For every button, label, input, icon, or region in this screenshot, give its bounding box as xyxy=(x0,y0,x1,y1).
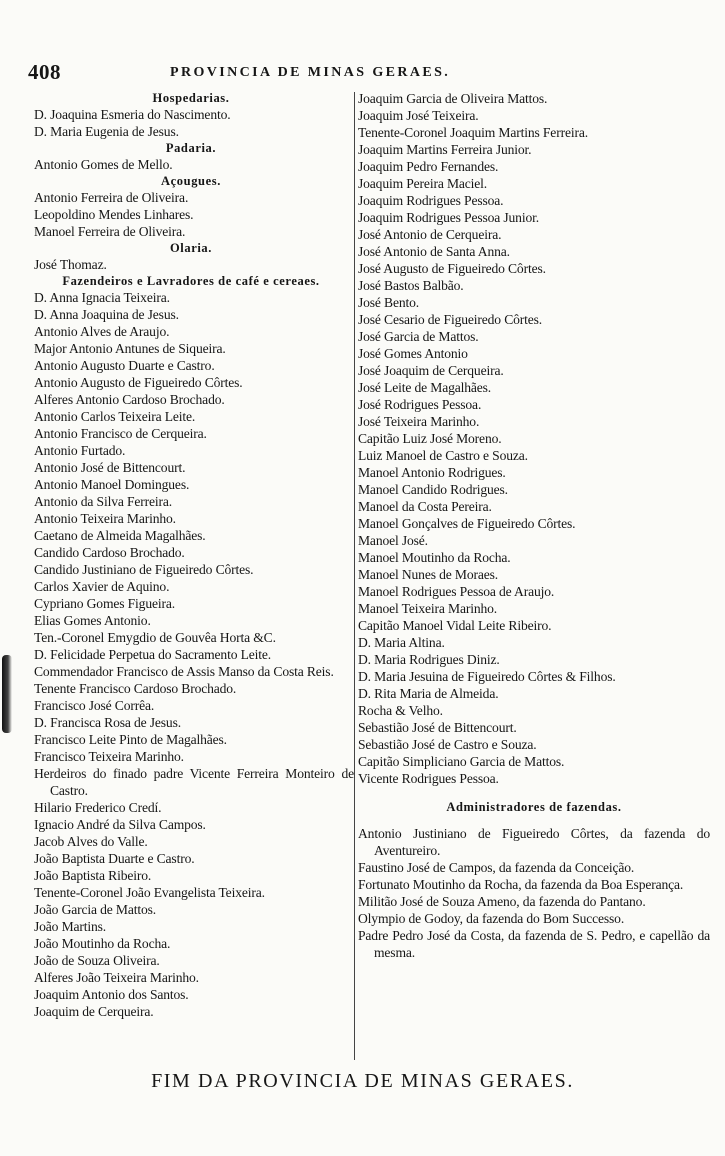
left-column xyxy=(28,90,354,1020)
list-entry: Antonio José de Bittencourt. xyxy=(34,460,186,475)
list-entry: Joaquim Antonio dos Santos. xyxy=(34,987,189,1002)
list-entry: João de Souza Oliveira. xyxy=(34,953,160,968)
section-heading: Fazendeiros e Lavradores de café e cereaes. xyxy=(62,274,320,288)
list-entry: Francisco Teixeira Marinho. xyxy=(34,749,184,764)
list-entry: Manoel Candido Rodrigues. xyxy=(358,482,508,497)
list-entry: Antonio Manoel Domingues. xyxy=(34,477,190,492)
list-entry: Joaquim Garcia de Oliveira Mattos. xyxy=(358,91,548,106)
list-entry: Carlos Xavier de Aquino. xyxy=(34,579,170,594)
list-entry: Manoel Moutinho da Rocha. xyxy=(358,550,511,565)
list-entry: Herdeiros do finado padre Vicente Ferreira Monteiro de Castro. xyxy=(34,766,354,798)
list-entry: José Cesario de Figueiredo Côrtes. xyxy=(358,312,543,327)
list-entry: Antonio Ferreira de Oliveira. xyxy=(34,190,189,205)
list-entry: João Martins. xyxy=(34,919,107,934)
list-entry: João Garcia de Mattos. xyxy=(34,902,157,917)
list-entry: Candido Cardoso Brochado. xyxy=(34,545,185,560)
list-entry: Luiz Manoel de Castro e Souza. xyxy=(358,448,528,463)
list-entry: Tenente-Coronel Joaquim Martins Ferreira. xyxy=(358,125,588,140)
list-entry: Cypriano Gomes Figueira. xyxy=(34,596,175,611)
list-entry: Caetano de Almeida Magalhães. xyxy=(34,528,206,543)
list-entry: Antonio da Silva Ferreira. xyxy=(34,494,173,509)
list-entry: Sebastião José de Castro e Souza. xyxy=(358,737,537,752)
list-entry: Joaquim Pereira Maciel. xyxy=(358,176,488,191)
list-entry: D. Felicidade Perpetua do Sacramento Leite. xyxy=(34,647,272,662)
list-entry: Alferes João Teixeira Marinho. xyxy=(34,970,199,985)
list-entry: Leopoldino Mendes Linhares. xyxy=(34,207,194,222)
list-entry: D. Maria Jesuina de Figueiredo Côrtes & Filhos. xyxy=(358,669,616,684)
list-entry: Manoel Antonio Rodrigues. xyxy=(358,465,506,480)
list-entry: José Antonio de Santa Anna. xyxy=(358,244,510,259)
list-entry: Capitão Manoel Vidal Leite Ribeiro. xyxy=(358,618,552,633)
list-entry: José Teixeira Marinho. xyxy=(358,414,480,429)
list-entry: D. Francisca Rosa de Jesus. xyxy=(34,715,181,730)
list-entry: Manoel Gonçalves de Figueiredo Côrtes. xyxy=(358,516,576,531)
list-entry: Fortunato Moutinho da Rocha, da fazenda da Boa Esperança. xyxy=(358,877,684,892)
right-column xyxy=(358,90,710,961)
section-heading: Açougues. xyxy=(161,174,221,188)
list-entry: José Joaquim de Cerqueira. xyxy=(358,363,504,378)
list-entry: Antonio Teixeira Marinho. xyxy=(34,511,176,526)
list-entry: Joaquim de Cerqueira. xyxy=(34,1004,154,1019)
list-entry: Antonio Alves de Araujo. xyxy=(34,324,170,339)
list-entry: Francisco Leite Pinto de Magalhães. xyxy=(34,732,227,747)
list-entry: José Thomaz. xyxy=(34,257,107,272)
list-entry: Antonio Justiniano de Figueiredo Côrtes, da fazenda do Aventureiro. xyxy=(358,826,710,858)
list-entry: Rocha & Velho. xyxy=(358,703,443,718)
list-entry: Antonio Augusto de Figueiredo Côrtes. xyxy=(34,375,243,390)
list-entry: Major Antonio Antunes de Siqueira. xyxy=(34,341,226,356)
list-entry: Jacob Alves do Valle. xyxy=(34,834,148,849)
list-entry: Antonio Carlos Teixeira Leite. xyxy=(34,409,196,424)
list-entry: Militão José de Souza Ameno, da fazenda do Pantano. xyxy=(358,894,646,909)
list-entry: José Leite de Magalhães. xyxy=(358,380,492,395)
list-entry: José Bento. xyxy=(358,295,420,310)
list-entry: João Baptista Duarte e Castro. xyxy=(34,851,195,866)
section-heading: Olaria. xyxy=(169,241,213,255)
list-entry: Manoel da Costa Pereira. xyxy=(358,499,492,514)
list-entry: Francisco José Corrêa. xyxy=(34,698,155,713)
list-entry: D. Rita Maria de Almeida. xyxy=(358,686,499,701)
list-entry: Sebastião José de Bittencourt. xyxy=(358,720,517,735)
list-entry: D. Maria Altina. xyxy=(358,635,445,650)
list-entry: Capitão Simpliciano Garcia de Mattos. xyxy=(358,754,565,769)
list-entry: Manoel Teixeira Marinho. xyxy=(358,601,498,616)
binding-shadow xyxy=(2,655,12,733)
list-entry: D. Maria Eugenia de Jesus. xyxy=(34,124,179,139)
list-entry: José Garcia de Mattos. xyxy=(358,329,479,344)
list-entry: Candido Justiniano de Figueiredo Côrtes. xyxy=(34,562,254,577)
list-entry: Manoel Rodrigues Pessoa de Araujo. xyxy=(358,584,555,599)
list-entry: João Moutinho da Rocha. xyxy=(34,936,171,951)
end-title: FIM DA PROVINCIA DE MINAS GERAES. xyxy=(151,1070,574,1092)
list-entry: Manoel Ferreira de Oliveira. xyxy=(34,224,186,239)
list-entry: Antonio Francisco de Cerqueira. xyxy=(34,426,207,441)
list-entry: Elias Gomes Antonio. xyxy=(34,613,151,628)
list-entry: João Baptista Ribeiro. xyxy=(34,868,152,883)
list-entry: D. Joaquina Esmeria do Nascimento. xyxy=(34,107,231,122)
page-header xyxy=(28,58,548,88)
list-entry: D. Anna Joaquina de Jesus. xyxy=(34,307,179,322)
list-entry: D. Anna Ignacia Teixeira. xyxy=(34,290,170,305)
list-entry: Antonio Augusto Duarte e Castro. xyxy=(34,358,215,373)
list-entry: José Augusto de Figueiredo Côrtes. xyxy=(358,261,546,276)
list-entry: Alferes Antonio Cardoso Brochado. xyxy=(34,392,225,407)
section-heading: Padaria. xyxy=(165,141,217,155)
list-entry: Joaquim Pedro Fernandes. xyxy=(358,159,499,174)
list-entry: Olympio de Godoy, da fazenda do Bom Successo. xyxy=(358,911,625,926)
list-entry: Antonio Furtado. xyxy=(34,443,126,458)
list-entry: Ten.-Coronel Emygdio de Gouvêa Horta &C. xyxy=(34,630,276,645)
list-entry: José Gomes Antonio xyxy=(358,346,468,361)
list-entry: José Bastos Balbão. xyxy=(358,278,464,293)
list-entry: Padre Pedro José da Costa, da fazenda de S. Pedro, e capellão da mesma. xyxy=(358,928,710,960)
running-title: PROVINCIA DE MINAS GERAES. xyxy=(170,65,451,80)
list-entry: Ignacio André da Silva Campos. xyxy=(34,817,206,832)
list-entry: Faustino José de Campos, da fazenda da Conceição. xyxy=(358,860,635,875)
section-heading: Administradores de fazendas. xyxy=(446,800,622,814)
list-entry: Joaquim Martins Ferreira Junior. xyxy=(358,142,532,157)
list-entry: Antonio Gomes de Mello. xyxy=(34,157,173,172)
list-entry: José Antonio de Cerqueira. xyxy=(358,227,502,242)
list-entry: D. Maria Rodrigues Diniz. xyxy=(358,652,500,667)
list-entry: Joaquim José Teixeira. xyxy=(358,108,479,123)
list-entry: Manoel José. xyxy=(358,533,428,548)
list-entry: Tenente-Coronel João Evangelista Teixeira. xyxy=(34,885,265,900)
list-entry: Joaquim Rodrigues Pessoa Junior. xyxy=(358,210,539,225)
page-number: 408 xyxy=(28,60,61,84)
column-divider xyxy=(354,92,355,1060)
list-entry: Commendador Francisco de Assis Manso da Costa Reis. xyxy=(34,664,334,679)
list-entry: Manoel Nunes de Moraes. xyxy=(358,567,499,582)
list-entry: Joaquim Rodrigues Pessoa. xyxy=(358,193,504,208)
list-entry: José Rodrigues Pessoa. xyxy=(358,397,482,412)
list-entry: Hilario Frederico Credí. xyxy=(34,800,162,815)
list-entry: Vicente Rodrigues Pessoa. xyxy=(358,771,499,786)
section-heading: Hospedarias. xyxy=(152,91,230,105)
list-entry: Capitão Luiz José Moreno. xyxy=(358,431,502,446)
list-entry: Tenente Francisco Cardoso Brochado. xyxy=(34,681,237,696)
